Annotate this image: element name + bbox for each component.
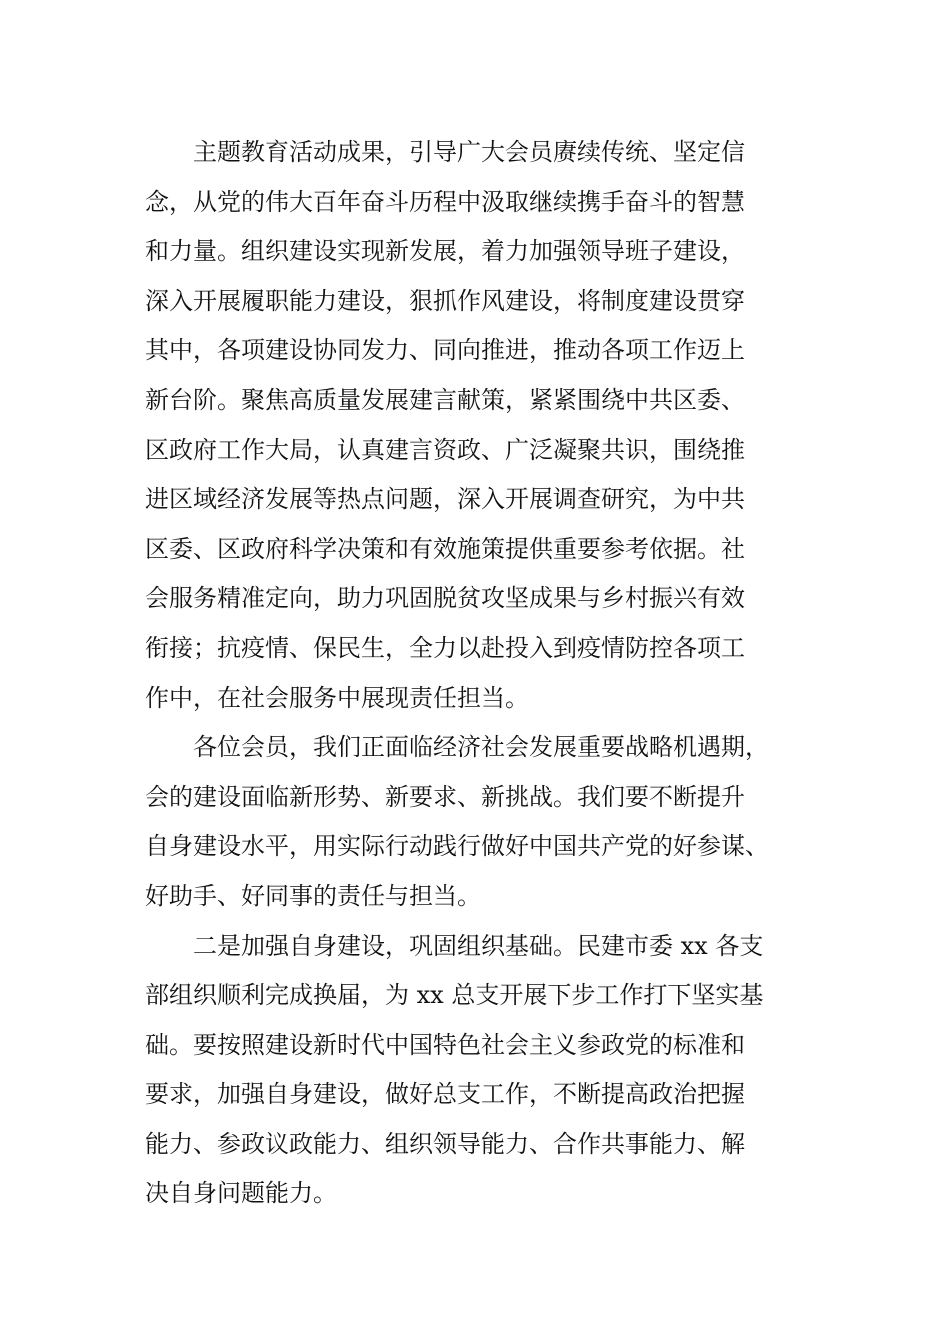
text-line: 部组织顺利完成换届，为 xx 总支开展下步工作打下坚实基 — [145, 981, 764, 1010]
paragraph-1 — [145, 128, 805, 723]
text-line: 区委、区政府科学决策和有效施策提供重要参考依据。社 — [145, 534, 745, 563]
text-line: 衔接；抗疫情、保民生，全力以赴投入到疫情防控各项工 — [145, 633, 745, 662]
text-line: 念，从党的伟大百年奋斗历程中汲取继续携手奋斗的智慧 — [145, 187, 745, 216]
document-body — [145, 128, 805, 1219]
text-line: 其中，各项建设协同发力、同向推进，推动各项工作迈上 — [145, 336, 745, 365]
text-line: 进区域经济发展等热点问题，深入开展调查研究，为中共 — [145, 485, 745, 514]
text-line: 要求，加强自身建设，做好总支工作，不断提高政治把握 — [145, 1080, 745, 1109]
paragraph-2 — [145, 723, 805, 921]
text-line: 深入开展履职能力建设，狠抓作风建设，将制度建设贯穿 — [145, 286, 745, 315]
text-line: 作中，在社会服务中展现责任担当。 — [145, 683, 529, 712]
text-line: 二是加强自身建设，巩固组织基础。民建市委 xx 各支 — [193, 931, 764, 960]
text-line: 主题教育活动成果，引导广大会员赓续传统、坚定信 — [193, 138, 745, 166]
text-line: 区政府工作大局，认真建言资政、广泛凝聚共识，围绕推 — [145, 435, 745, 464]
paragraph-3 — [145, 922, 805, 1220]
text-line: 自身建设水平，用实际行动践行做好中国共产党的好参谋、 — [145, 832, 769, 861]
text-line: 会服务精准定向，助力巩固脱贫攻坚成果与乡村振兴有效 — [145, 584, 745, 613]
text-line: 决自身问题能力。 — [145, 1179, 337, 1208]
text-line: 新台阶。聚焦高质量发展建言献策，紧紧围绕中共区委、 — [145, 385, 745, 414]
text-line: 础。要按照建设新时代中国特色社会主义参政党的标准和 — [145, 1030, 745, 1059]
text-line: 和力量。组织建设实现新发展，着力加强领导班子建设， — [145, 237, 745, 266]
text-line: 能力、参政议政能力、组织领导能力、合作共事能力、解 — [145, 1129, 745, 1158]
text-line: 各位会员，我们正面临经济社会发展重要战略机遇期， — [193, 733, 769, 762]
text-line: 好助手、好同事的责任与担当。 — [145, 881, 481, 910]
text-line: 会的建设面临新形势、新要求、新挑战。我们要不断提升 — [145, 782, 745, 811]
